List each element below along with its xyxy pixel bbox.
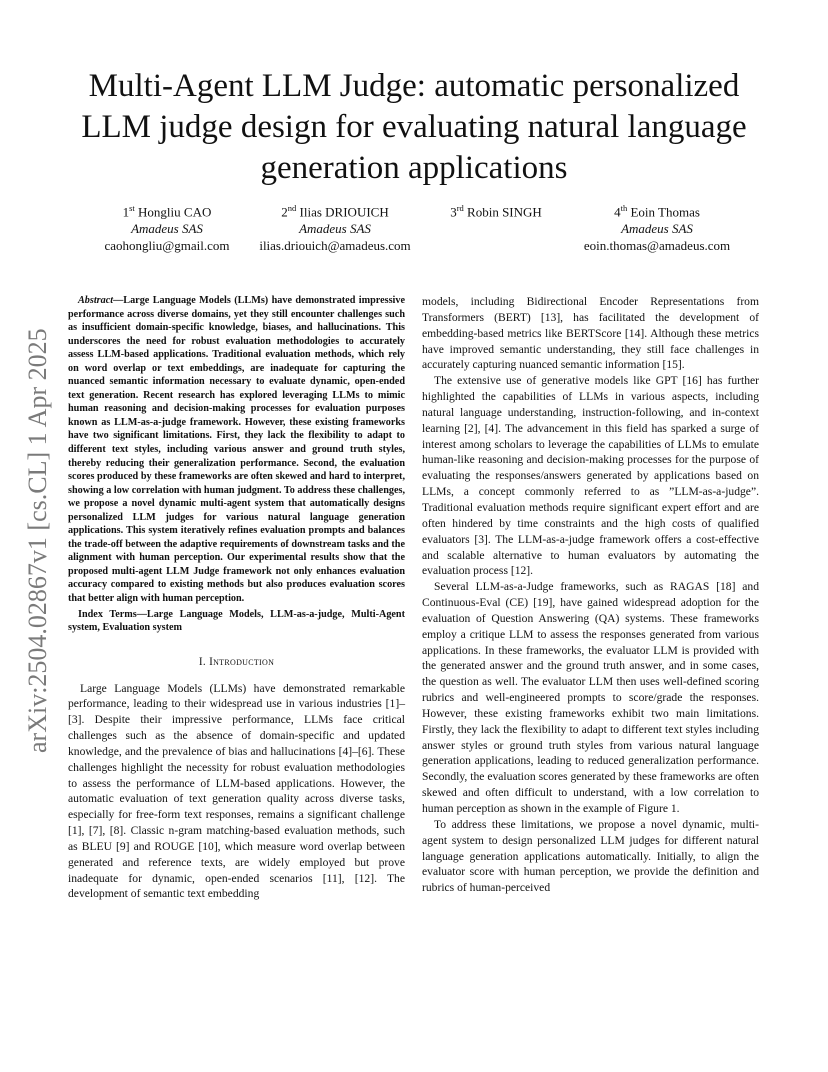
author-2-email: ilias.driouich@amadeus.com	[259, 238, 411, 254]
section-title: Introduction	[209, 655, 275, 668]
author-3	[430, 200, 562, 220]
right-column	[422, 294, 759, 896]
index-terms-label: Index Terms	[78, 608, 137, 620]
abstract	[68, 294, 405, 606]
section-number: I.	[198, 655, 206, 668]
author-3-ordinal: 3	[450, 204, 457, 220]
author-4-ordinal-suffix: th	[620, 203, 628, 213]
author-4-ordinal: 4	[614, 204, 621, 220]
author-3-ordinal-suffix: rd	[456, 203, 464, 213]
body-paragraph: To address these limitations, we propose a novel dynamic, multi-agent system to design personalized LLM judges for different natural language generation applications automatically. Initially, to align the evaluator score with human perception, we provide the definition and rubrics of human-perceived	[422, 817, 759, 895]
author-4-name-line	[572, 200, 742, 220]
section-heading-introduction	[68, 655, 405, 671]
left-column	[68, 294, 405, 902]
body-paragraph: models, including Bidirectional Encoder Representations from Transformers (BERT) [13], has facilitated the development of embedding-based metrics like BERTScore [14]. Although these metrics have improved semantic understanding, they still face challenges in accurately capturing nuanced semantic information [15].	[422, 295, 759, 372]
body-paragraph: Several LLM-as-a-Judge frameworks, such as RAGAS [18] and Continuous-Eval (CE) [19], have gained widespread adoption for the evaluation of Question Answering (QA) systems. These frameworks employ a critique LLM to assess the responses generated from various applications. In these frameworks, the evaluator LLM is provided with the generated answer and the ground truth answer, and in some cases, the question as well. The evaluator LLM then uses well-defined scoring rubrics and well-engineered prompts to score/grade the responses. However, these existing frameworks exhibit two main limitations. Firstly, they lack the flexibility to adapt to different text styles including answer styles or ground truth styles from various natural language generation applications, leading to reduced generalization performance. Secondly, the evaluation scores generated by these frameworks are often skewed and often difficult to understand, with a low correlation to human perception as shown in the example of Figure 1.	[422, 580, 759, 815]
author-4-email: eoin.thomas@amadeus.com	[583, 238, 731, 254]
author-2-affiliation: Amadeus SAS	[299, 221, 371, 237]
author-1	[92, 200, 242, 254]
author-1-affiliation: Amadeus SAS	[131, 221, 203, 237]
author-4-name: Eoin Thomas	[630, 204, 700, 220]
author-4	[572, 200, 742, 254]
author-2-ordinal: 2	[281, 204, 288, 220]
abstract-text: —Large Language Models (LLMs) have demonstrated impressive performance across diverse domains, yet they still encounter challenges such as insufficient domain-specific knowledge, biases, and hallucinations. This underscores the need for robust evaluation methodologies to accurately assess LLM-based applications. Traditional evaluation methods, which rely on word overlap or text embeddings, are inadequate for capturing the nuanced semantic information necessary to evaluate dynamic, open-ended text generation. Recent research has explored leveraging LLMs to mimic human reasoning and decision-making processes for evaluation purposes known as LLM-as-a-judge framework. However, these existing frameworks have two significant limitations. First, they lack the flexibility to adapt to different text styles, including various answer and ground truth styles, thereby reducing their generalization performance. Second, the evaluation scores produced by these frameworks are often skewed and hard to interpret, showing a low correlation with human judgment. To address these challenges, we propose a novel dynamic multi-agent system that automatically designs personalized LLM judges for various natural language generation applications. This system iteratively refines evaluation prompts and balances the trade-off between the adaptive requirements of downstream tasks and the alignment with human perception. Our experimental results show that the proposed multi-agent LLM Judge framework not only enhances evaluation accuracy compared to existing methods but also produces evaluation scores that better align with human perception.	[68, 295, 405, 605]
index-terms-text: —Large Language Models, LLM-as-a-judge, Multi-Agent system, Evaluation system	[68, 608, 405, 634]
author-2-name-line	[250, 200, 420, 220]
author-1-name: Hongliu CAO	[138, 204, 212, 220]
author-1-ordinal-suffix: st	[129, 203, 135, 213]
author-1-ordinal: 1	[122, 204, 130, 220]
author-2-ordinal-suffix: nd	[287, 203, 297, 213]
author-4-affiliation: Amadeus SAS	[621, 221, 693, 237]
abstract-label: Abstract	[78, 295, 114, 306]
paper-title: Multi-Agent LLM Judge: automatic personalized LLM judge design for evaluating natural language generation applications	[81, 68, 747, 186]
author-3-name: Robin SINGH	[467, 204, 542, 220]
author-1-email: caohongliu@gmail.com	[104, 238, 230, 254]
arxiv-identifier-text: arXiv:2504.02867v1 [cs.CL] 1 Apr 2025	[23, 328, 52, 753]
author-2	[250, 200, 420, 254]
author-1-name-line	[92, 200, 242, 220]
author-3-name-line	[430, 200, 562, 220]
author-2-name: Ilias DRIOUICH	[299, 204, 389, 220]
body-paragraph: The extensive use of generative models like GPT [16] has further highlighted the capabilities of LLMs in various aspects, including natural language understanding, instruction-following, and in-context learning [2], [4]. The advancement in this field has sparked a surge of interest among scholars to leverage the capabilities of LLMs to emulate human-like reasoning and decision-making processes for the purpose of evaluating the responses/answers generated by applications based on LLMs, a concept commonly referred to as ”LLM-as-a-judge”. Traditional evaluation methods require significant expert effort and are often hindered by time constraints and the high costs of qualified evaluators [3]. The LLM-as-a-judge framework offers a cost-effective and scalable alternative to human evaluators by automating the evaluation process [12].	[422, 374, 759, 578]
arxiv-side-identifier	[10, 288, 62, 758]
index-terms	[68, 608, 405, 635]
intro-paragraph: Large Language Models (LLMs) have demonstrated remarkable performance, leading to their widespread use in various industries [1]–[3]. Despite their impressive performance, LLMs face critical challenges such as the absence of domain-specific and updated knowledge, and the prevalence of bias and hallucinations [4]–[6]. These challenges highlight the necessity for robust evaluation methodologies to assess the performance of LLM-based applications. However, the automatic evaluation of text generation quality across diverse tasks, especially for free-form text responses, remains a significant challenge [1], [7], [8]. Classic n-gram matching-based evaluation methods, such as BLEU [9] and ROUGE [10], which measure word overlap between generated and reference texts, are widely employed but prove inadequate for dynamic, open-ended scenarios [11], [12]. The development of semantic text embedding	[68, 681, 405, 901]
